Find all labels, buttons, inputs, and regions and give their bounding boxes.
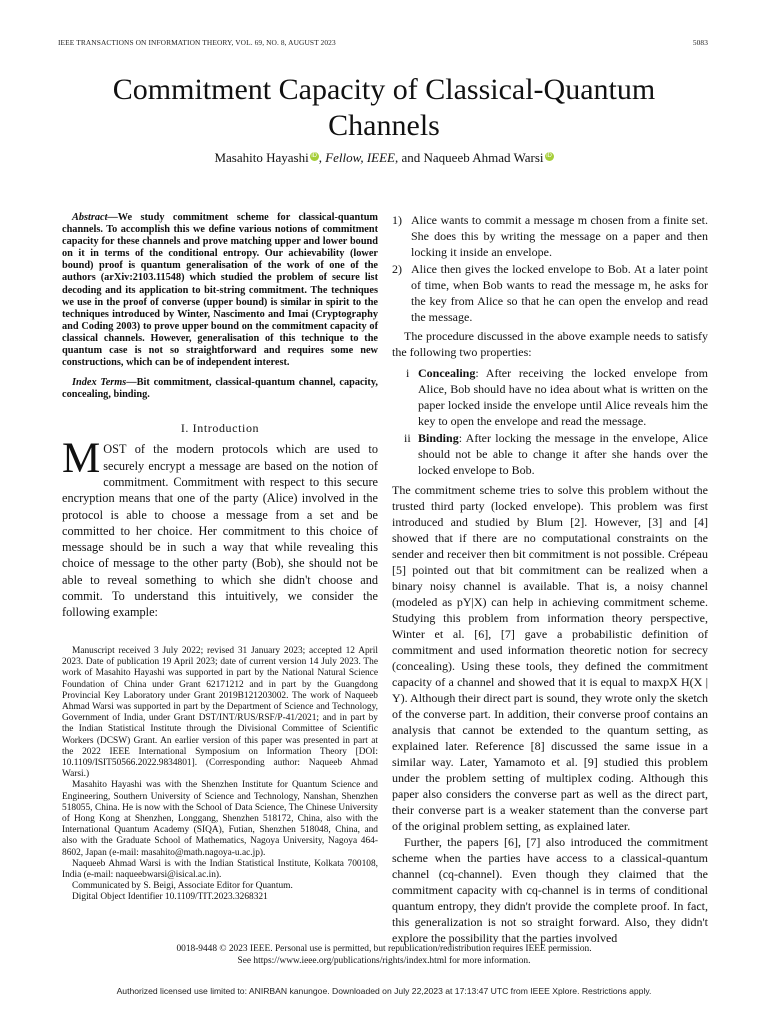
step-text: Alice then gives the locked envelope to Bob. At a later point of time, when Bob wants to read the message m, he asks for the key from Alice so that he can open the envelop and read the message. [411,262,708,324]
properties-list [392,365,708,478]
journal-header: IEEE TRANSACTIONS ON INFORMATION THEORY, VOL. 69, NO. 8, AUGUST 2023 [58,38,336,47]
orcid-icon[interactable]: iD [311,153,318,159]
index-terms-text: Bit commitment, classical-quantum channel, capacity, concealing, binding. [62,377,378,401]
author-1-affiliation: Fellow, IEEE [325,150,395,165]
copyright-notice: 0018-9448 © 2023 IEEE. Personal use is permitted, but republication/redistribution requires IEEE permission. [176,944,592,954]
intro-paragraph [62,435,378,620]
lead-word: OST [103,442,127,457]
footnote-manuscript: Manuscript received 3 July 2022; revised 31 January 2023; accepted 12 April 2023. Date of publication 19 April 2023; date of current version 14 July 2023. The work of Masahito Hayashi was supported in part by the National Natural Science Foundation of China under Grant 62171212 and in part by the Guangdong Provincial Key Laboratory under Grant 2019B121203002. The work of Naqueeb Ahmad Warsi was supported in part by the Department of Science and Technology, Government of India, under Grant DST/INT/RUS/RSF/P-41/2021; and in part by the Indian Statistical Institute through the Divisional Committee of Scientific Workers (DCSW) Grant. An earlier version of this paper was presented in part at the 2022 IEEE International Symposium on Information Theory [DOI: 10.1109/ISIT50566.2022.9834801]. (Corresponding author: Naqueeb Ahmad Warsi.) [62,646,378,780]
author-line: Masahito Hayashi iD , Fellow, IEEE, and Naqueeb Ahmad Warsi iD [214,150,552,165]
footnote-author-2: Naqueeb Ahmad Warsi is with the Indian Statistical Institute, Kolkata 700108, India (e-mail: naqueebwarsi@isical.ac.in). [62,858,378,881]
list-item: 2) Alice then gives the locked envelope to Bob. At a later point of time, when Bob wants to read the message m, he asks for the key from Alice so that he can open the envelop and read the message. [392,262,708,324]
footnote-communicated: Communicated by S. Beigi, Associate Editor for Quantum. [72,881,293,892]
drop-cap: M [62,435,101,483]
abstract [62,212,378,369]
index-terms-label: Index Terms— [72,377,137,389]
paper-title: Commitment Capacity of Classical-Quantum Channels [112,73,656,142]
property-text: : After receiving the locked envelope from Alice, Bob should have no idea about what is written on the paper locked inside the envelope until Alice reveals him the key to open the envelope and read the message. [418,366,708,428]
author-2-name: Naqueeb Ahmad Warsi [423,150,544,165]
right-column [392,212,708,946]
property-term: Concealing [418,366,476,380]
footnotes [62,646,378,904]
list-item: i Concealing: After receiving the locked envelope from Alice, Bob should have no idea about what is written on the paper locked inside the envelope until Alice reveals him the key to open the envelope and read the message. [406,366,708,428]
list-item: ii Binding: After locking the message in the envelope, Alice should not be able to change it after she hands over the locked envelope to Bob. [404,431,708,477]
list-item: 1) Alice wants to commit a message m chosen from a finite set. She does this by writing the message on a paper and then locking it inside an envelope. [392,213,708,259]
index-terms [62,377,378,401]
orcid-icon[interactable]: iD [546,153,552,159]
license-notice: Authorized licensed use limited to: ANIRBAN kanungoe. Downloaded on July 22,2023 at 17:13:47 UTC from IEEE Xplore. Restrictions apply. [116,986,652,996]
step-text: Alice wants to commit a message m chosen from a finite set. She does this by writing the message on a paper and then locking it inside an envelope. [411,213,708,259]
intro-text: of the modern protocols which are used to securely encrypt a message are based on the notion of commitment. Commitment with respect to this secure encryption means that one of the party (Alice) involved in the protocol is able to choose a message from a set and be committed to her choice. Her commitment to this choice of message should be in such a way that while revealing this choice of message to the other party (Bob), she should not be able to reveal something to which she didn't choose and commit. To understand this intuitively, we consider the following example: [62,442,378,620]
author-1-name: Masahito Hayashi [214,150,309,165]
example-steps [392,212,708,325]
section-heading: I. Introduction [180,421,260,436]
left-column [62,212,378,621]
footnote-doi: Digital Object Identifier 10.1109/TIT.2023.3268321 [72,892,268,903]
body-paragraph-1: The commitment scheme tries to solve this problem without the trusted third party (locked envelope). This problem was first introduced and studied by Blum [2]. However, [3] and [4] showed that if there are no computational constraints on the sender and receiver then bit commitment is not possible. Crépeau [5] pointed out that bit commitment can be realized when a binary noisy channel is available. That is, a noisy channel (modeled as pY|X) can help in achieving commitment scheme. Studying this problem from information theory perspective, Winter et al. [6], [7] gave a probabilistic definition of commitment and used information theoretic notion for secrecy (concealing). Using these tools, they defined the commitment capacity of a channel and showed that it is equal to maxpX H(X | Y). Although their direct part is sound, they wrote only the sketch of the converse part. In addition, their converse proof contains an analysis that cannot be extended to the quantum setting, as explained later. Reference [8] discussed the same issue in a similar way. Later, Yamamoto et al. [9] studied this problem under the problem setting of multiplex coding. Although this paper also considers the converse part as well as the direct part, their converse part is a weaker statement than the converse part of the original problem setting, as explained later. [392,483,708,833]
abstract-label: Abstract— [72,212,118,223]
abstract-text: We study commitment scheme for classical-quantum channels. To accomplish this we define various notions of commitment capacity for these channels and prove matching upper and lower bound on it in terms of the conditional entropy. Our achievability (lower bound) proof is quantum generalisation of the work of one of the authors (arXiv:2103.11548) which studied the problem of secure list decoding and its application to bit-string commitment. The techniques we use in the proof of converse (upper bound) is similar in spirit to the techniques introduced by Winter, Nascimento and Imai (Cryptography and Coding 2003) to prove upper bound on the commitment capacity of classical channels. However, generalisation of this technique to the quantum case is not so straightforward and requires some new constructions, which can be of independent interest. [62,212,378,369]
property-text: : After locking the message in the envelope, Alice should not be able to change it after she hands over the locked envelope to Bob. [418,431,708,477]
footnote-author-1: Masahito Hayashi was with the Shenzhen Institute for Quantum Science and Engineering, Southern University of Science and Technology, Nanshan, Shenzhen 518055, China. He is now with the School of Data Science, The Chinese University of Hong Kong at Shenzhen, Longgang, Shenzhen 518172, China, also with the International Quantum Academy (SIQA), Futian, Shenzhen 518048, China, and also with the Graduate School of Mathematics, Nagoya University, Nagoya 464-8602, Japan (e-mail: masahito@math.nagoya-u.ac.jp). [62,780,378,858]
page-number: 5083 [692,38,708,47]
body-paragraph-2: Further, the papers [6], [7] also introduced the commitment scheme when the parties have access to a classical-quantum channel (cq-channel). Even though they claimed that the commitment capacity with cq-channel is in terms of conditional quantum entropy, they didn't provide the complete proof. In fact, this generalization is not so straight forward. Also, they didn't explore the possibility that the parties involved [392,835,708,945]
procedure-paragraph: The procedure discussed in the above example needs to satisfy the following two properties: [392,329,708,359]
rights-link[interactable]: See https://www.ieee.org/publications/rights/index.html for more information. [237,955,531,966]
property-term: Binding [418,431,459,445]
author-connector: , and [394,150,424,165]
copyright-block [80,944,688,967]
